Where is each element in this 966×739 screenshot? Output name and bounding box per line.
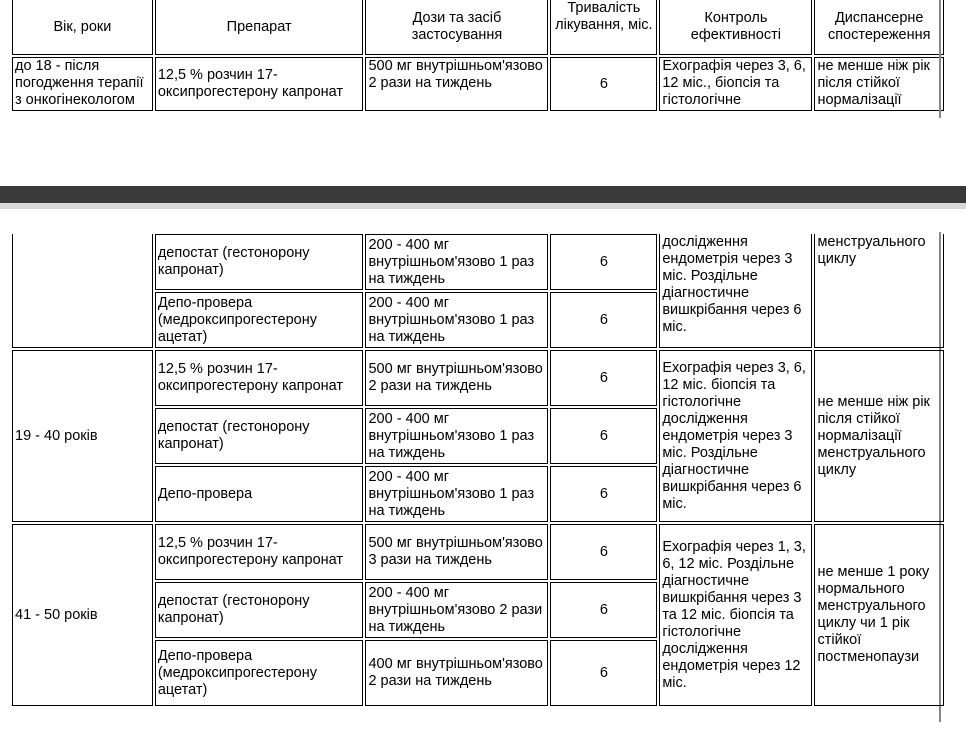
duration-cell: 6 <box>550 234 657 290</box>
dose-cell: 200 - 400 мг внутрішньом'язово 1 раз на тиждень <box>365 292 548 348</box>
age-cell <box>12 234 153 348</box>
control-cell: Ехографія через 3, 6, 12 міс., біопсія та гістологічне <box>659 57 812 111</box>
duration-cell: 6 <box>550 524 657 580</box>
followup-cell: не менше 1 року нормального менструального циклу чи 1 рік стійкої постменопаузи <box>814 524 944 706</box>
age-cell: 19 - 40 років <box>12 350 153 522</box>
header-row <box>12 0 944 55</box>
table-row <box>12 524 944 580</box>
followup-cell: менструального циклу <box>814 234 944 348</box>
treatment-table-continued <box>10 232 946 708</box>
dose-cell: 500 мг внутрішньом'язово 2 рази на тиждень <box>365 57 548 111</box>
dose-cell: 400 мг внутрішньом'язово 2 рази на тиждень <box>365 640 548 706</box>
page-separator <box>0 186 966 203</box>
drug-cell: 12,5 % розчин 17-оксипрогестерону капронат <box>155 57 364 111</box>
dose-cell: 200 - 400 мг внутрішньом'язово 1 раз на тиждень <box>365 408 548 464</box>
duration-cell: 6 <box>550 582 657 638</box>
control-cell: Ехографія через 1, 3, 6, 12 міс. Роздільне діагностичне вишкрібання через 3 та 12 міс. біопсія та гістологічне дослідження ендометрія через 12 міс. <box>659 524 812 706</box>
header-control: Контроль ефективності <box>659 0 812 55</box>
control-cell: Ехографія через 3, 6, 12 міс. біопсія та гістологічне дослідження ендометрія через 3 міс. Роздільне діагностичне вишкрібання через 6 міс. <box>659 350 812 522</box>
page-edge <box>939 0 941 118</box>
dose-cell: 200 - 400 мг внутрішньом'язово 1 раз на тиждень <box>365 466 548 522</box>
duration-cell: 6 <box>550 466 657 522</box>
duration-cell: 6 <box>550 57 657 111</box>
age-cell: до 18 - після погодження терапії з онкогінекологом <box>12 57 153 111</box>
drug-cell: Депо-провера (медроксипрогестерону ацетат) <box>155 640 364 706</box>
drug-cell: 12,5 % розчин 17-оксипрогестерону капронат <box>155 524 364 580</box>
dose-cell: 200 - 400 мг внутрішньом'язово 1 раз на тиждень <box>365 234 548 290</box>
drug-cell: 12,5 % розчин 17-оксипрогестерону капронат <box>155 350 364 406</box>
dose-cell: 500 мг внутрішньом'язово 2 рази на тиждень <box>365 350 548 406</box>
followup-cell: не менше ніж рік після стійкої нормалізації <box>814 57 944 111</box>
age-cell: 41 - 50 років <box>12 524 153 706</box>
dose-cell: 200 - 400 мг внутрішньом'язово 2 рази на тиждень <box>365 582 548 638</box>
drug-cell: Депо-провера (медроксипрогестерону ацетат) <box>155 292 364 348</box>
header-duration: Тривалість лікування, міс. <box>550 0 657 55</box>
drug-cell: Депо-провера <box>155 466 364 522</box>
control-cell: дослідження ендометрія через 3 міс. Роздільне діагностичне вишкрібання через 6 міс. <box>659 234 812 348</box>
duration-cell: 6 <box>550 350 657 406</box>
page-separator-shadow <box>0 203 966 209</box>
header-age: Вік, роки <box>12 0 153 55</box>
header-drug: Препарат <box>155 0 364 55</box>
treatment-table-top <box>10 0 946 113</box>
duration-cell: 6 <box>550 408 657 464</box>
table-row <box>12 234 944 290</box>
drug-cell: депостат (гестонорону капронат) <box>155 234 364 290</box>
header-dose: Дози та засіб застосування <box>365 0 548 55</box>
followup-cell: не менше ніж рік після стійкої нормалізації менструального циклу <box>814 350 944 522</box>
table-row <box>12 350 944 406</box>
header-followup: Диспансерне спостереження <box>814 0 944 55</box>
drug-cell: депостат (гестонорону капронат) <box>155 582 364 638</box>
dose-cell: 500 мг внутрішньом'язово 3 рази на тиждень <box>365 524 548 580</box>
table-row <box>12 57 944 111</box>
drug-cell: депостат (гестонорону капронат) <box>155 408 364 464</box>
duration-cell: 6 <box>550 640 657 706</box>
duration-cell: 6 <box>550 292 657 348</box>
